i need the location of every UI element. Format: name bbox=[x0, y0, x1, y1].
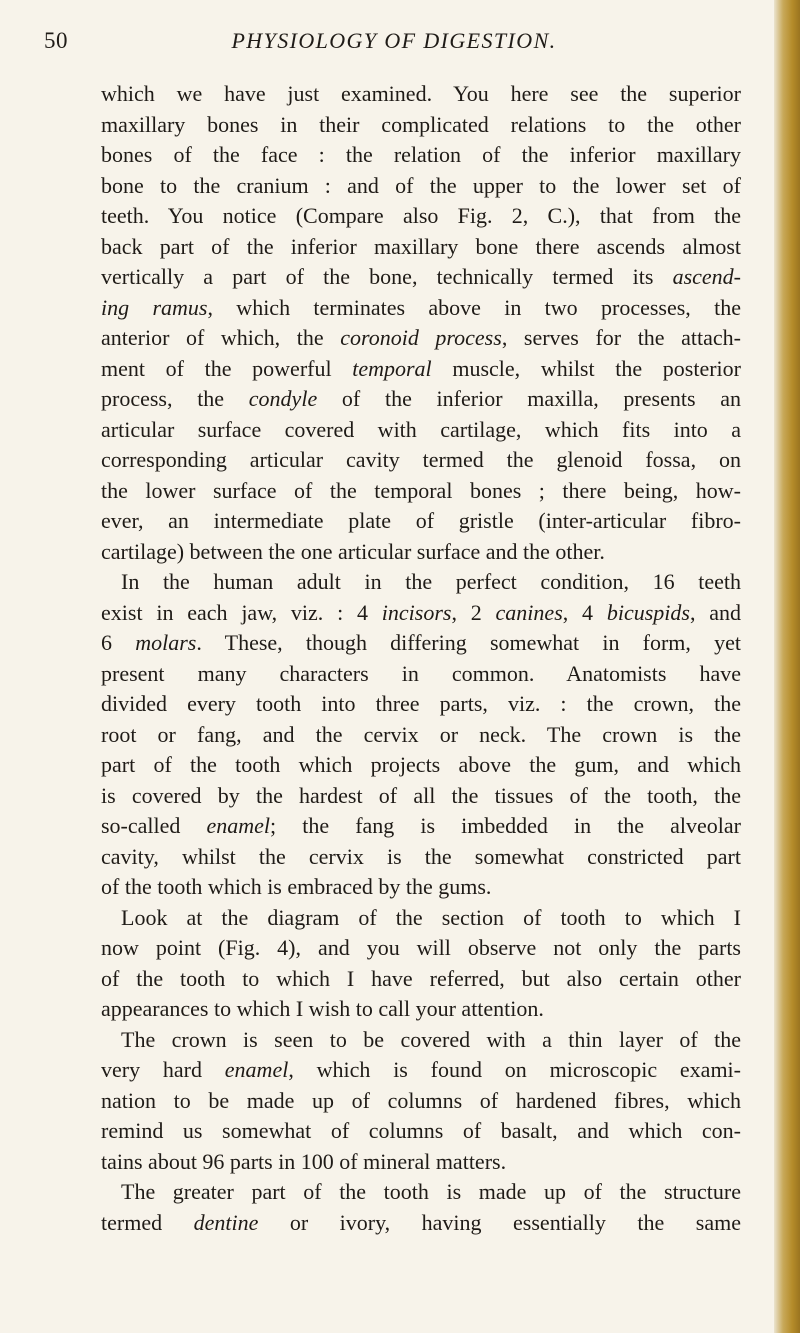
text-segment: of the tooth which is embraced by the gums. bbox=[101, 874, 492, 899]
text-segment: vertically a part of the bone, technically termed its bbox=[101, 264, 673, 289]
text-line bbox=[101, 872, 741, 903]
italic-term: incisors bbox=[381, 599, 452, 625]
italic-term: bicuspids bbox=[606, 599, 690, 625]
body-text bbox=[101, 79, 741, 1238]
text-segment: bone to the cranium : and of the upper to the lower set of bbox=[101, 172, 741, 198]
text-segment: process, the bbox=[101, 386, 249, 411]
text-segment: cavity, whilst the cervix is the somewhat constricted part bbox=[101, 843, 741, 869]
text-segment: , and bbox=[689, 599, 741, 625]
text-segment: remind us somewhat of columns of basalt, and which con- bbox=[101, 1118, 741, 1143]
text-segment: present many characters in common. Anatomists have bbox=[101, 660, 741, 686]
text-segment: , 2 bbox=[451, 599, 496, 625]
text-segment: , serves for the attach- bbox=[501, 325, 741, 350]
text-segment: is covered by the hardest of all the tissues of the tooth, the bbox=[101, 782, 741, 808]
text-line bbox=[101, 781, 741, 812]
text-line bbox=[101, 689, 741, 720]
text-segment: The greater part of the tooth is made up of the structure bbox=[121, 1179, 741, 1204]
text-segment: 6 bbox=[101, 630, 136, 655]
text-line bbox=[101, 720, 741, 751]
text-segment: muscle, whilst the posterior bbox=[431, 355, 741, 381]
text-line bbox=[101, 964, 741, 995]
italic-term: temporal bbox=[352, 355, 432, 381]
italic-term: enamel bbox=[224, 1057, 289, 1082]
text-segment: or ivory, having essentially the same bbox=[258, 1209, 741, 1235]
text-line bbox=[101, 140, 741, 171]
text-segment: The crown is seen to be covered with a thin layer of the bbox=[121, 1026, 741, 1052]
text-line bbox=[101, 842, 741, 873]
text-line bbox=[101, 659, 741, 690]
text-segment: termed bbox=[101, 1209, 194, 1235]
text-line bbox=[101, 598, 741, 629]
text-segment: very hard bbox=[101, 1057, 225, 1082]
text-line bbox=[101, 506, 741, 537]
text-segment: the lower surface of the temporal bones ; there being, how- bbox=[101, 477, 741, 503]
text-line bbox=[101, 79, 741, 110]
italic-term: enamel bbox=[206, 813, 271, 838]
text-segment: root or fang, and the cervix or neck. The crown is the bbox=[101, 721, 741, 747]
text-line bbox=[101, 445, 741, 476]
text-segment: . These, though differing somewhat in form, yet bbox=[196, 630, 741, 655]
text-line bbox=[101, 1086, 741, 1117]
text-line bbox=[101, 1147, 741, 1178]
italic-term: coronoid process bbox=[340, 325, 502, 350]
running-title: PHYSIOLOGY OF DIGESTION. bbox=[231, 28, 557, 53]
text-segment: ment of the powerful bbox=[101, 355, 353, 381]
text-segment: now point (Fig. 4), and you will observe not only the parts bbox=[101, 935, 741, 960]
text-line bbox=[101, 384, 741, 415]
page-number: 50 bbox=[44, 28, 68, 53]
italic-term: dentine bbox=[193, 1209, 259, 1235]
text-segment: anterior of which, the bbox=[101, 325, 341, 350]
text-line bbox=[101, 811, 741, 842]
text-line bbox=[101, 415, 741, 446]
text-segment: ; the fang is imbedded in the alveolar bbox=[270, 813, 741, 838]
text-line bbox=[101, 110, 741, 141]
text-segment: tains about 96 parts in 100 of mineral matters. bbox=[101, 1148, 507, 1174]
text-segment: Look at the diagram of the section of tooth to which I bbox=[121, 904, 741, 930]
text-segment: so-called bbox=[101, 813, 207, 838]
text-segment: cartilage) between the one articular surface and the other. bbox=[101, 538, 605, 564]
text-line bbox=[101, 201, 741, 232]
page-edge bbox=[774, 0, 800, 1333]
text-line bbox=[101, 567, 741, 598]
text-segment: which we have just examined. You here see the superior bbox=[101, 81, 741, 106]
text-segment: corresponding articular cavity termed the glenoid fossa, on bbox=[101, 447, 741, 472]
italic-term: molars bbox=[135, 630, 197, 655]
text-segment: exist in each jaw, viz. : 4 bbox=[101, 599, 382, 625]
text-line bbox=[101, 933, 741, 964]
text-line bbox=[101, 323, 741, 354]
text-line bbox=[101, 1116, 741, 1147]
text-line bbox=[101, 171, 741, 202]
text-line bbox=[101, 232, 741, 263]
text-line bbox=[101, 1025, 741, 1056]
italic-term: ascend- bbox=[672, 264, 741, 289]
text-segment: part of the tooth which projects above the gum, and which bbox=[101, 752, 741, 777]
text-line bbox=[101, 537, 741, 568]
text-line bbox=[101, 476, 741, 507]
text-line bbox=[101, 262, 741, 293]
italic-term: ing ramus bbox=[101, 294, 208, 320]
text-segment: , which is found on microscopic exami- bbox=[288, 1057, 741, 1082]
text-segment: , which terminates above in two processes, the bbox=[207, 294, 741, 320]
text-segment: ever, an intermediate plate of gristle (inter-articular fibro- bbox=[101, 508, 741, 533]
italic-term: canines bbox=[495, 599, 563, 625]
text-segment: back part of the inferior maxillary bone there ascends almost bbox=[101, 233, 741, 259]
text-line bbox=[101, 750, 741, 781]
text-segment: articular surface covered with cartilage, which fits into a bbox=[101, 416, 741, 442]
text-line bbox=[101, 1055, 741, 1086]
text-line bbox=[101, 1208, 741, 1239]
text-segment: maxillary bones in their complicated relations to the other bbox=[101, 111, 741, 137]
text-line bbox=[101, 293, 741, 324]
text-line bbox=[101, 994, 741, 1025]
italic-term: condyle bbox=[248, 386, 318, 411]
text-segment: nation to be made up of columns of hardened fibres, which bbox=[101, 1087, 741, 1113]
text-segment: of the inferior maxilla, presents an bbox=[317, 386, 741, 411]
text-segment: teeth. You notice (Compare also Fig. 2, C.), that from the bbox=[101, 203, 741, 228]
text-line bbox=[101, 354, 741, 385]
text-line bbox=[101, 903, 741, 934]
text-line bbox=[101, 628, 741, 659]
text-segment: divided every tooth into three parts, viz. : the crown, the bbox=[101, 691, 741, 716]
text-segment: of the tooth to which I have referred, but also certain other bbox=[101, 965, 741, 991]
page-header bbox=[44, 20, 744, 64]
text-line bbox=[101, 1177, 741, 1208]
text-segment: In the human adult in the perfect condition, 16 teeth bbox=[121, 569, 741, 594]
text-segment: appearances to which I wish to call your attention. bbox=[101, 996, 544, 1021]
text-segment: , 4 bbox=[562, 599, 607, 625]
text-segment: bones of the face : the relation of the inferior maxillary bbox=[101, 142, 741, 167]
